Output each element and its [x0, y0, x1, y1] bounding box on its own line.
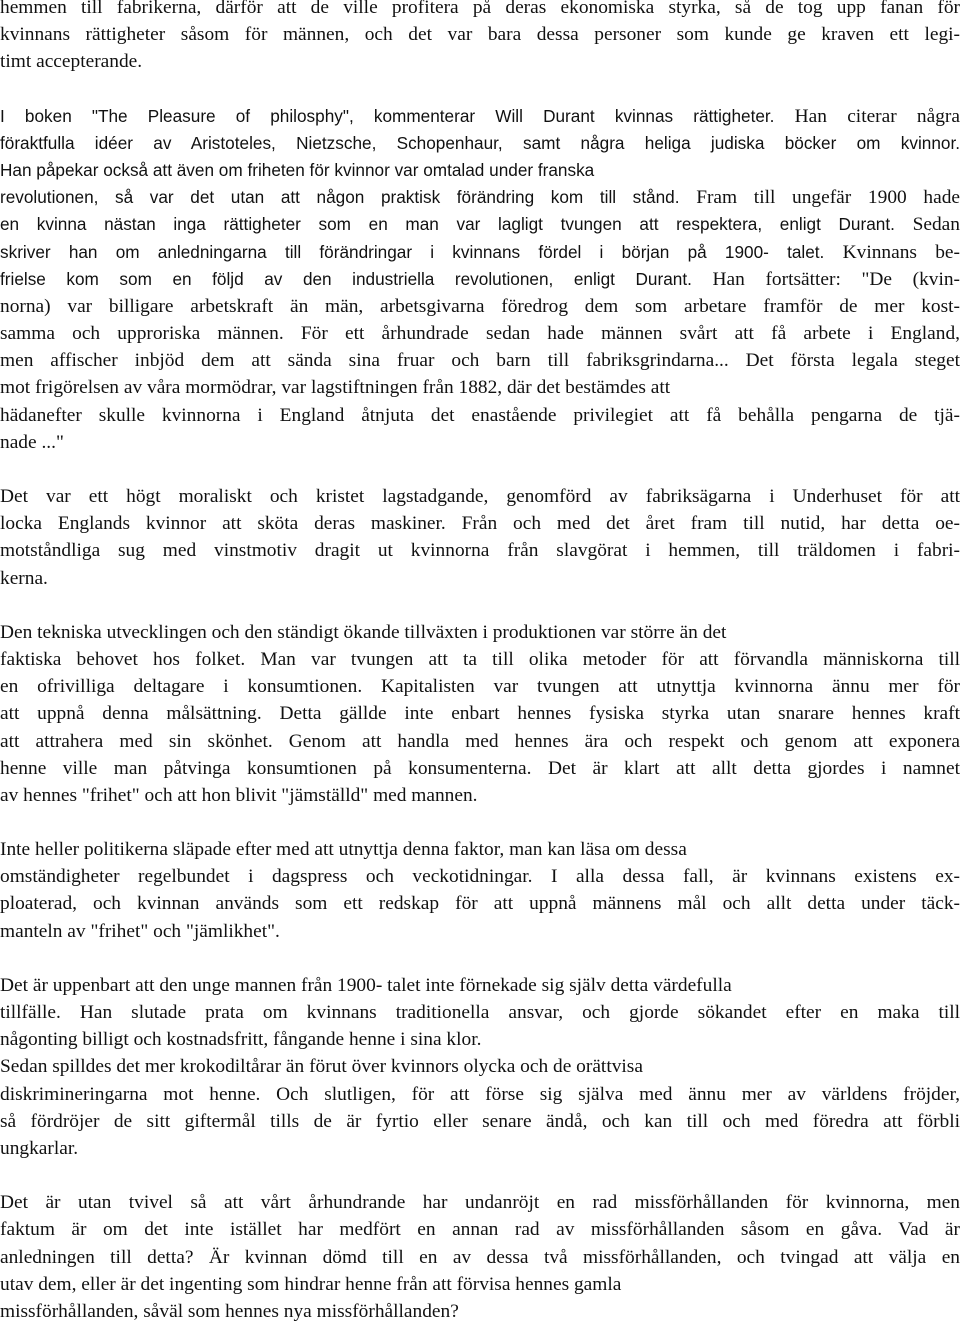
text-line: Inte heller politikerna släpade efter med att utnyttja denna faktor, man kan läsa om dessa: [0, 839, 687, 861]
text-line: missförhållanden, såväl som hennes nya missförhållanden?: [0, 1300, 459, 1322]
paragraph-7: [0, 1189, 960, 1325]
text-line: timt accepterande.: [0, 51, 143, 73]
text-line: Det är uppenbart att den unge mannen från 1900- talet inte förnekade sig själv detta värdefulla: [0, 974, 732, 996]
text-line: manteln av "frihet" och "jämlikhet".: [0, 920, 280, 942]
text-run: Han fortsätter: "De (kvin-: [691, 268, 960, 290]
text-run: revolutionen, så var det utan att någon praktisk förändring kom till stånd.: [0, 187, 680, 208]
text-line: någonting billigt och kostnadsfritt, fångande henne i sina klor.: [0, 1029, 482, 1051]
paragraph-1: [0, 0, 960, 76]
text-line: hädanefter skulle kvinnorna i England åtnjuta det enastående privilegiet att få behålla pengarna de tjä-: [0, 404, 960, 426]
text-line: faktiska behovet hos folket. Man var tvungen att ta till olika metoder för att förvandla människorna till: [0, 648, 960, 670]
text-line: tillfälle. Han slutade prata om kvinnans traditionella ansvar, och gjorde sökandet efter en maka till: [0, 1002, 960, 1023]
text-line: Det är utan tvivel så att vårt århundrande har undanröjt en rad missförhållanden för kvinnorna, men: [0, 1192, 960, 1214]
paragraph-gap: [0, 592, 960, 619]
text-line: hemmen till fabrikerna, därför att de ville profitera på deras ekonomiska styrka, så de tog upp fanan för: [0, 0, 960, 18]
text-line: [0, 266, 960, 293]
text-line: en ofrivilliga deltagare i konsumtionen. Kapitalisten var tvungen att utnyttja kvinnorna ännu mer för: [0, 676, 960, 698]
text-line: kvinnans rättigheter såsom för männen, och det var bara dessa personer som kunde ge kraven ett legi-: [0, 24, 960, 46]
text-line: utav dem, eller är det ingenting som hindrar henne från att förvisa hennes gamla: [0, 1273, 622, 1295]
text-line: Den tekniska utvecklingen och den ständigt ökande tillväxten i produktionen var större än det: [0, 621, 727, 643]
paragraph-gap: [0, 76, 960, 103]
text-line: nade ...": [0, 431, 64, 453]
text-line: Det var ett högt moraliskt och kristet lagstadgande, genomförd av fabriksägarna i Underhuset för att: [0, 486, 960, 507]
paragraph-2: [0, 103, 960, 456]
paragraph-gap: [0, 1162, 960, 1189]
paragraph-gap: [0, 945, 960, 972]
text-line: mot frigörelsen av våra mormödrar, var lagstiftningen från 1882, där det bestämdes att: [0, 377, 671, 399]
paragraph-5: [0, 836, 960, 945]
text-run: I boken "The Pleasure of philosphy", kommenterar Will Durant kvinnas rättigheter.: [0, 105, 775, 126]
text-line: föraktfulla idéer av Aristoteles, Nietzsche, Schopenhaur, samt några heliga judiska böcker om kvinnor.: [0, 132, 960, 153]
text-line: diskrimineringarna mot henne. Och slutligen, för att förse sig själva med ännu mer av världens fröjder,: [0, 1083, 960, 1105]
text-line: [0, 184, 960, 211]
text-line: kerna.: [0, 567, 48, 589]
text-line: av hennes "frihet" och att hon blivit "jämställd" med mannen.: [0, 784, 478, 806]
paragraph-3: [0, 483, 960, 592]
paragraph-6: [0, 972, 960, 1162]
text-line: motståndliga sug med vinstmotiv dragit ut kvinnorna från slavgörat i hemmen, till träldomen i fabri-: [0, 540, 960, 562]
text-line: omständigheter regelbundet i dagspress och veckotidningar. I alla dessa fall, är kvinnans existens ex-: [0, 866, 960, 888]
text-run: skriver han om anledningarna till förändringar i kvinnans fördel i början på 1900- talet.: [0, 241, 825, 262]
text-line: ungkarlar.: [0, 1137, 79, 1159]
text-line: att attrahera med sin skönhet. Genom att handla med hennes ära och respekt och genom att exponera: [0, 730, 960, 752]
text-line: [0, 103, 960, 130]
paragraph-4: [0, 619, 960, 809]
text-run: Kvinnans be-: [824, 241, 960, 263]
text-line: ploaterad, och kvinnan används som ett redskap för att uppnå männens mål och allt detta under täck-: [0, 893, 960, 915]
text-run: Fram till ungefär 1900 hade: [679, 187, 960, 209]
text-line: Sedan spilldes det mer krokodiltårar än förut över kvinnors olycka och de orättvisa: [0, 1056, 643, 1078]
text-line: Han påpekar också att även om friheten för kvinnor var omtalad under franska: [0, 159, 595, 180]
text-run: en kvinna nästan inga rättigheter som en man var lagligt tvungen att respektera, enligt Durant.: [0, 214, 895, 235]
text-line: faktum är om det inte istället har medfört en annan rad av missförhållanden såsom en gåva. Vad är: [0, 1219, 960, 1241]
text-run: Sedan: [894, 214, 960, 236]
text-line: så fördröjer de sitt giftermål tills de är fyrtio eller senare ändå, och kan till och med föredra att förbli: [0, 1110, 960, 1132]
text-line: [0, 211, 960, 238]
text-line: henne ville man påtvinga konsumtionen på konsumenterna. Det är klart att allt detta gjordes i namnet: [0, 757, 960, 779]
text-line: norna) var billigare arbetskraft än män, arbetsgivarna föredrog dem som arbetare framför de mer kost-: [0, 295, 960, 317]
text-line: att uppnå denna målsättning. Detta gällde inte enbart hennes fysiska styrka utan snarare hennes kraft: [0, 703, 960, 725]
text-line: locka Englands kvinnor att sköta deras maskiner. Från och med det året fram till nutid, har detta oe-: [0, 513, 960, 535]
text-line: [0, 239, 960, 266]
text-run: Han citerar några: [774, 105, 960, 127]
paragraph-gap: [0, 456, 960, 483]
text-line: samma och upproriska männen. För ett århundrade sedan hade männen svårt att få arbete i England,: [0, 323, 960, 345]
text-line: anledningen till detta? Är kvinnan dömd till en av dessa två missförhållanden, och tvingad att välja en: [0, 1246, 960, 1268]
text-run: frielse kom som en följd av den industriella revolutionen, enligt Durant.: [0, 268, 692, 289]
text-line: men affischer inbjöd dem att sända sina fruar och barn till fabriksgrindarna... Det första legala steget: [0, 350, 960, 372]
paragraph-gap: [0, 809, 960, 836]
